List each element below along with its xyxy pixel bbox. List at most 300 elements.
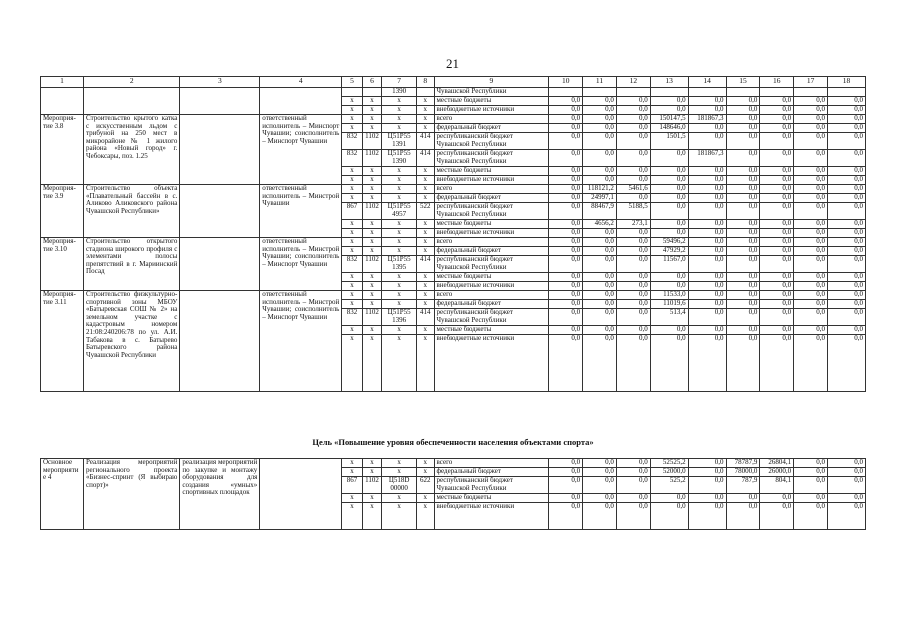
value-cell: 0,0 xyxy=(688,229,726,238)
value-cell: 0,0 xyxy=(827,273,865,282)
value-cell: 0,0 xyxy=(583,309,617,326)
value-cell: 0,0 xyxy=(827,238,865,247)
value-cell: 0,0 xyxy=(583,238,617,247)
header-row xyxy=(41,77,866,88)
code-cell: 1102 xyxy=(362,477,381,494)
code-cell: x xyxy=(362,459,381,468)
code-cell: x xyxy=(342,167,362,176)
value-cell: 0,0 xyxy=(688,256,726,273)
value-cell: 0,0 xyxy=(726,194,760,203)
value-cell: 0,0 xyxy=(760,194,794,203)
value-cell: 0,0 xyxy=(794,494,828,503)
code-cell: x xyxy=(342,326,362,335)
value-cell: 0,0 xyxy=(794,203,828,220)
value-cell: 0,0 xyxy=(688,326,726,335)
value-cell: 0,0 xyxy=(794,282,828,291)
value-cell: 0,0 xyxy=(583,150,617,167)
value-cell: 0,0 xyxy=(549,229,583,238)
value-cell: 0,0 xyxy=(688,300,726,309)
value-cell: 0,0 xyxy=(650,229,688,238)
value-cell: 0,0 xyxy=(616,194,650,203)
code-cell: x xyxy=(382,503,417,530)
source-cell: внебюджетные источники xyxy=(434,176,549,185)
code-cell: x xyxy=(362,291,381,300)
page-number: 21 xyxy=(446,56,459,71)
code-cell: 522 xyxy=(417,203,434,220)
value-cell: 0,0 xyxy=(726,256,760,273)
code-cell xyxy=(417,88,434,97)
value-cell: 0,0 xyxy=(794,468,828,477)
value-cell: 0,0 xyxy=(760,167,794,176)
code-cell: x xyxy=(382,326,417,335)
value-cell: 0,0 xyxy=(583,273,617,282)
value-cell: 273,1 xyxy=(616,220,650,229)
value-cell: 0,0 xyxy=(650,503,688,530)
code-cell: x xyxy=(417,247,434,256)
source-cell: всего xyxy=(434,185,549,194)
source-cell: республиканский бюджет Чувашской Республики xyxy=(434,133,549,150)
header-cell: 12 xyxy=(616,77,650,88)
value-cell: 0,0 xyxy=(726,124,760,133)
value-cell: 0,0 xyxy=(549,220,583,229)
value-cell: 0,0 xyxy=(650,494,688,503)
source-cell: местные бюджеты xyxy=(434,167,549,176)
value-cell xyxy=(688,88,726,97)
code-cell: x xyxy=(417,503,434,530)
value-cell: 0,0 xyxy=(549,167,583,176)
value-cell: 0,0 xyxy=(794,229,828,238)
value-cell: 0,0 xyxy=(650,194,688,203)
value-cell: 0,0 xyxy=(616,229,650,238)
value-cell: 11533,0 xyxy=(650,291,688,300)
value-cell: 0,0 xyxy=(827,326,865,335)
value-cell: 0,0 xyxy=(688,273,726,282)
code-cell: x xyxy=(342,176,362,185)
value-cell: 0,0 xyxy=(726,97,760,106)
value-cell: 0,0 xyxy=(726,106,760,115)
value-cell: 0,0 xyxy=(760,291,794,300)
value-cell: 0,0 xyxy=(726,503,760,530)
table-row xyxy=(41,115,866,124)
value-cell: 0,0 xyxy=(583,229,617,238)
value-cell: 0,0 xyxy=(827,133,865,150)
source-cell: республиканский бюджет Чувашской Республики xyxy=(434,477,549,494)
value-cell: 0,0 xyxy=(583,247,617,256)
measure-cell xyxy=(41,88,84,115)
value-cell: 0,0 xyxy=(827,194,865,203)
code-cell: x xyxy=(382,115,417,124)
value-cell: 0,0 xyxy=(760,133,794,150)
value-cell: 0,0 xyxy=(650,176,688,185)
value-cell: 0,0 xyxy=(583,477,617,494)
code-cell: x xyxy=(342,468,362,477)
measure-name-cell: Реализация мероприятий регионального проекта «Бизнес-спринт (Я выбираю спорт)» xyxy=(84,459,180,530)
value-cell: 0,0 xyxy=(583,300,617,309)
value-cell: 0,0 xyxy=(616,468,650,477)
value-cell: 0,0 xyxy=(827,282,865,291)
value-cell: 0,0 xyxy=(688,220,726,229)
code-cell: 414 xyxy=(417,309,434,326)
source-cell: федеральный бюджет xyxy=(434,247,549,256)
value-cell: 0,0 xyxy=(616,133,650,150)
value-cell: 0,0 xyxy=(760,220,794,229)
code-cell: x xyxy=(342,459,362,468)
value-cell: 47929,2 xyxy=(650,247,688,256)
value-cell: 0,0 xyxy=(726,167,760,176)
code-cell: x xyxy=(417,335,434,392)
source-cell: внебюджетные источники xyxy=(434,229,549,238)
value-cell: 0,0 xyxy=(650,106,688,115)
value-cell: 0,0 xyxy=(688,468,726,477)
code-cell: x xyxy=(342,194,362,203)
value-cell: 0,0 xyxy=(583,167,617,176)
value-cell: 0,0 xyxy=(549,194,583,203)
source-cell: всего xyxy=(434,238,549,247)
source-cell: местные бюджеты xyxy=(434,273,549,282)
measure-name-cell xyxy=(84,88,180,115)
code-cell: x xyxy=(342,282,362,291)
code-cell: x xyxy=(417,459,434,468)
code-cell: x xyxy=(362,229,381,238)
value-cell: 0,0 xyxy=(760,300,794,309)
value-cell: 0,0 xyxy=(827,106,865,115)
value-cell: 0,0 xyxy=(616,477,650,494)
executor-cell xyxy=(260,88,342,115)
value-cell: 0,0 xyxy=(760,106,794,115)
indicator-cell xyxy=(180,291,260,392)
value-cell: 0,0 xyxy=(760,185,794,194)
value-cell: 0,0 xyxy=(688,124,726,133)
code-cell xyxy=(342,88,362,97)
code-cell: x xyxy=(382,291,417,300)
code-cell: x xyxy=(362,106,381,115)
value-cell: 0,0 xyxy=(616,335,650,392)
code-cell: 832 xyxy=(342,150,362,167)
source-cell: федеральный бюджет xyxy=(434,468,549,477)
value-cell: 11567,0 xyxy=(650,256,688,273)
code-cell: x xyxy=(342,503,362,530)
value-cell: 0,0 xyxy=(794,106,828,115)
value-cell: 0,0 xyxy=(794,256,828,273)
value-cell: 0,0 xyxy=(688,97,726,106)
value-cell: 0,0 xyxy=(827,477,865,494)
value-cell: 0,0 xyxy=(794,220,828,229)
value-cell: 0,0 xyxy=(650,326,688,335)
source-cell: федеральный бюджет xyxy=(434,300,549,309)
header-cell: 1 xyxy=(41,77,84,88)
value-cell: 0,0 xyxy=(726,185,760,194)
code-cell: 1390 xyxy=(382,88,417,97)
value-cell: 0,0 xyxy=(760,124,794,133)
value-cell: 0,0 xyxy=(760,503,794,530)
value-cell: 0,0 xyxy=(827,167,865,176)
value-cell: 804,1 xyxy=(760,477,794,494)
value-cell: 181867,3 xyxy=(688,115,726,124)
code-cell: x xyxy=(362,176,381,185)
code-cell: x xyxy=(342,494,362,503)
value-cell: 0,0 xyxy=(827,185,865,194)
value-cell xyxy=(760,88,794,97)
value-cell: 0,0 xyxy=(726,247,760,256)
code-cell: 1102 xyxy=(362,203,381,220)
value-cell: 148646,0 xyxy=(650,124,688,133)
code-cell: x xyxy=(417,494,434,503)
code-cell: x xyxy=(382,300,417,309)
budget-table-goal xyxy=(40,458,866,530)
code-cell: x xyxy=(417,220,434,229)
value-cell: 0,0 xyxy=(688,106,726,115)
value-cell: 0,0 xyxy=(616,176,650,185)
code-cell: x xyxy=(417,300,434,309)
value-cell: 0,0 xyxy=(760,494,794,503)
code-cell: x xyxy=(417,115,434,124)
value-cell: 0,0 xyxy=(549,256,583,273)
table-row xyxy=(41,291,866,300)
code-cell: x xyxy=(382,194,417,203)
value-cell: 0,0 xyxy=(726,326,760,335)
value-cell: 0,0 xyxy=(794,133,828,150)
code-cell: x xyxy=(382,176,417,185)
table-row xyxy=(41,459,866,468)
value-cell: 0,0 xyxy=(549,459,583,468)
value-cell: 0,0 xyxy=(760,335,794,392)
code-cell: x xyxy=(342,273,362,282)
value-cell: 0,0 xyxy=(583,494,617,503)
header-cell: 11 xyxy=(583,77,617,88)
value-cell: 0,0 xyxy=(726,220,760,229)
value-cell: 0,0 xyxy=(688,194,726,203)
value-cell: 0,0 xyxy=(688,459,726,468)
value-cell: 0,0 xyxy=(583,335,617,392)
value-cell: 0,0 xyxy=(726,300,760,309)
measure-cell: Основное мероприятие 4 xyxy=(41,459,84,530)
header-cell: 14 xyxy=(688,77,726,88)
source-cell: республиканский бюджет Чувашской Республики xyxy=(434,309,549,326)
code-cell: x xyxy=(362,238,381,247)
code-cell: x xyxy=(362,115,381,124)
value-cell: 0,0 xyxy=(794,503,828,530)
code-cell: 414 xyxy=(417,150,434,167)
source-cell: внебюджетные источники xyxy=(434,503,549,530)
header-cell: 2 xyxy=(84,77,180,88)
value-cell: 0,0 xyxy=(549,282,583,291)
value-cell: 0,0 xyxy=(688,291,726,300)
source-cell: всего xyxy=(434,291,549,300)
header-cell: 16 xyxy=(760,77,794,88)
value-cell: 0,0 xyxy=(616,167,650,176)
code-cell: x xyxy=(382,282,417,291)
value-cell: 0,0 xyxy=(827,203,865,220)
code-cell: x xyxy=(362,468,381,477)
value-cell: 0,0 xyxy=(616,115,650,124)
code-cell: x xyxy=(362,220,381,229)
code-cell: x xyxy=(417,194,434,203)
code-cell: 867 xyxy=(342,477,362,494)
code-cell: x xyxy=(417,185,434,194)
value-cell: 0,0 xyxy=(760,203,794,220)
code-cell: x xyxy=(382,335,417,392)
value-cell: 52000,0 xyxy=(650,468,688,477)
value-cell: 0,0 xyxy=(827,309,865,326)
value-cell: 0,0 xyxy=(549,176,583,185)
value-cell: 0,0 xyxy=(688,238,726,247)
value-cell: 0,0 xyxy=(583,124,617,133)
value-cell: 0,0 xyxy=(549,238,583,247)
header-cell: 5 xyxy=(342,77,362,88)
code-cell: x xyxy=(342,97,362,106)
indicator-cell xyxy=(180,185,260,238)
code-cell: x xyxy=(342,335,362,392)
value-cell: 0,0 xyxy=(827,256,865,273)
value-cell: 0,0 xyxy=(760,247,794,256)
measure-cell: Мероприя-тие 3.9 xyxy=(41,185,84,238)
value-cell: 0,0 xyxy=(794,124,828,133)
code-cell: 622 xyxy=(417,477,434,494)
value-cell: 118121,2 xyxy=(583,185,617,194)
value-cell: 78787,9 xyxy=(726,459,760,468)
table-row xyxy=(41,185,866,194)
code-cell: x xyxy=(417,273,434,282)
code-cell: Ц51Р55 1396 xyxy=(382,309,417,326)
header-cell: 13 xyxy=(650,77,688,88)
value-cell: 0,0 xyxy=(794,150,828,167)
value-cell: 0,0 xyxy=(827,229,865,238)
value-cell: 0,0 xyxy=(549,106,583,115)
code-cell: x xyxy=(417,291,434,300)
code-cell: x xyxy=(382,494,417,503)
value-cell: 4656,2 xyxy=(583,220,617,229)
value-cell: 0,0 xyxy=(583,115,617,124)
value-cell: 0,0 xyxy=(794,97,828,106)
source-cell: федеральный бюджет xyxy=(434,194,549,203)
value-cell: 0,0 xyxy=(760,309,794,326)
budget-table xyxy=(40,76,866,392)
value-cell: 0,0 xyxy=(549,185,583,194)
value-cell: 0,0 xyxy=(827,115,865,124)
value-cell: 0,0 xyxy=(549,150,583,167)
value-cell: 0,0 xyxy=(794,167,828,176)
source-cell: республиканский бюджет Чувашской Республики xyxy=(434,203,549,220)
executor-cell: ответственный исполнитель – Минспорт Чувашии; соисполнитель – Минспорт Чувашии xyxy=(260,115,342,185)
value-cell: 0,0 xyxy=(616,150,650,167)
code-cell: 414 xyxy=(417,256,434,273)
code-cell: x xyxy=(362,185,381,194)
value-cell: 0,0 xyxy=(794,300,828,309)
value-cell: 0,0 xyxy=(616,326,650,335)
value-cell: 0,0 xyxy=(650,167,688,176)
value-cell: 0,0 xyxy=(760,273,794,282)
code-cell: x xyxy=(362,503,381,530)
value-cell: 0,0 xyxy=(827,300,865,309)
value-cell: 513,4 xyxy=(650,309,688,326)
executor-cell: ответственный исполнитель – Минстрой Чувашии xyxy=(260,185,342,238)
code-cell: x xyxy=(362,247,381,256)
code-cell: x xyxy=(417,238,434,247)
value-cell: 0,0 xyxy=(616,273,650,282)
header-cell: 9 xyxy=(434,77,549,88)
value-cell: 0,0 xyxy=(827,220,865,229)
source-cell: местные бюджеты xyxy=(434,220,549,229)
value-cell: 0,0 xyxy=(583,503,617,530)
value-cell: 0,0 xyxy=(650,203,688,220)
value-cell: 0,0 xyxy=(827,247,865,256)
source-cell: местные бюджеты xyxy=(434,97,549,106)
value-cell: 0,0 xyxy=(827,503,865,530)
value-cell: 0,0 xyxy=(726,494,760,503)
header-cell: 7 xyxy=(382,77,417,88)
value-cell: 0,0 xyxy=(794,176,828,185)
value-cell xyxy=(827,88,865,97)
executor-cell: ответственный исполнитель – Минстрой Чувашии; соисполнитель – Минспорт Чувашии xyxy=(260,291,342,392)
header-cell: 4 xyxy=(260,77,342,88)
value-cell: 0,0 xyxy=(549,503,583,530)
value-cell: 0,0 xyxy=(726,282,760,291)
value-cell: 0,0 xyxy=(650,220,688,229)
value-cell: 0,0 xyxy=(760,229,794,238)
code-cell: 1102 xyxy=(362,133,381,150)
value-cell: 0,0 xyxy=(827,124,865,133)
goal-title: Цель «Повышение уровня обеспеченности населения объектами спорта» xyxy=(312,437,594,447)
value-cell: 0,0 xyxy=(688,203,726,220)
code-cell: x xyxy=(362,97,381,106)
code-cell xyxy=(362,88,381,97)
code-cell: x xyxy=(382,468,417,477)
value-cell: 525,2 xyxy=(650,477,688,494)
value-cell: 0,0 xyxy=(616,106,650,115)
value-cell: 0,0 xyxy=(549,115,583,124)
value-cell: 0,0 xyxy=(549,291,583,300)
value-cell: 0,0 xyxy=(583,97,617,106)
value-cell: 0,0 xyxy=(549,335,583,392)
source-cell: республиканский бюджет Чувашской Республики xyxy=(434,256,549,273)
value-cell: 0,0 xyxy=(688,133,726,150)
value-cell: 0,0 xyxy=(827,97,865,106)
value-cell: 0,0 xyxy=(726,203,760,220)
value-cell: 0,0 xyxy=(616,300,650,309)
header-cell: 18 xyxy=(827,77,865,88)
value-cell: 0,0 xyxy=(650,282,688,291)
value-cell: 0,0 xyxy=(688,503,726,530)
value-cell: 0,0 xyxy=(760,115,794,124)
indicator-cell xyxy=(180,238,260,291)
source-cell: республиканский бюджет Чувашской Республики xyxy=(434,150,549,167)
header-cell: 8 xyxy=(417,77,434,88)
value-cell: 0,0 xyxy=(726,229,760,238)
value-cell: 0,0 xyxy=(583,291,617,300)
code-cell: x xyxy=(382,273,417,282)
code-cell: x xyxy=(417,106,434,115)
code-cell: x xyxy=(362,124,381,133)
code-cell: x xyxy=(417,167,434,176)
value-cell: 0,0 xyxy=(794,326,828,335)
value-cell: 0,0 xyxy=(794,309,828,326)
value-cell: 0,0 xyxy=(794,335,828,392)
value-cell xyxy=(650,88,688,97)
value-cell: 0,0 xyxy=(650,335,688,392)
value-cell: 0,0 xyxy=(616,309,650,326)
source-cell: внебюджетные источники xyxy=(434,335,549,392)
value-cell: 0,0 xyxy=(688,309,726,326)
code-cell: x xyxy=(417,176,434,185)
measure-cell: Мероприя-тие 3.8 xyxy=(41,115,84,185)
value-cell: 0,0 xyxy=(549,477,583,494)
code-cell: x xyxy=(382,238,417,247)
code-cell: x xyxy=(342,185,362,194)
value-cell: 787,9 xyxy=(726,477,760,494)
value-cell: 0,0 xyxy=(583,133,617,150)
value-cell: 24997,1 xyxy=(583,194,617,203)
indicator-cell: реализация мероприятий по закупке и монтажу оборудования для создания «умных» спортивных площадок xyxy=(180,459,260,530)
